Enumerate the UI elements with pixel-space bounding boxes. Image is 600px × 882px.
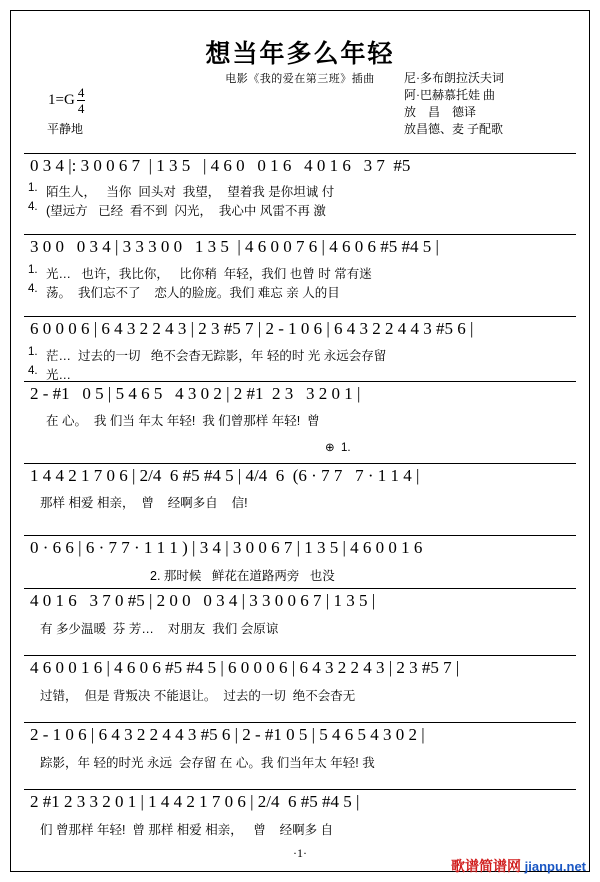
system-line-7 <box>24 588 576 589</box>
system-5-notes: 1 4 4 2 1 7 0 6 | 2/4 6 #5 #4 5 | 4/4 6 (6 · 7 7 7 · 1 1 4 | <box>30 466 420 485</box>
system-line-4 <box>24 381 576 382</box>
system-line-2 <box>24 234 576 235</box>
credit-line-4: 放昌德、麦 子配歌 <box>404 122 504 136</box>
meter-denominator: 4 <box>77 101 85 116</box>
meter-numerator: 4 <box>77 85 85 100</box>
page-number: ·1· <box>293 846 307 860</box>
system-line-1 <box>24 153 576 154</box>
system-9-notes: 2 - 1 0 6 | 6 4 3 2 2 4 4 3 #5 6 | 2 - #1 0 5 | 5 4 6 5 4 3 0 2 | <box>30 725 425 744</box>
system-5-marks: ⊕ 1. <box>325 442 351 454</box>
system-1-verse-num-1: 1. <box>28 182 38 194</box>
system-2-lyrics-2: 荡。 我们忘不了 恋人的脸庞。我们 难忘 亲 人的目 <box>46 286 340 300</box>
system-5-lyrics-1: 那样 相爱 相亲， 曾 经啊多自 信! <box>40 496 248 510</box>
system-8-notes: 4 6 0 0 1 6 | 4 6 0 6 #5 #4 5 | 6 0 0 0 6 | 6 4 3 2 2 4 3 | 2 3 #5 7 | <box>30 658 460 677</box>
credits-block <box>404 70 574 138</box>
system-line-8 <box>24 655 576 656</box>
system-3-lyrics-2: 光… <box>46 368 72 382</box>
system-line-9 <box>24 722 576 723</box>
system-3-verse-num-1: 1. <box>28 346 38 358</box>
system-line-5 <box>24 463 576 464</box>
key-signature <box>48 86 85 115</box>
system-2-verse-num-1: 1. <box>28 264 38 276</box>
key-value: G <box>63 91 75 108</box>
system-9-lyrics-1: 踪影，年 轻的时光 永远 会存留 在 心。我 们当年太 年轻! 我 <box>40 756 375 770</box>
credit-line-2: 阿·巴赫慕托娃 曲 <box>404 88 495 102</box>
key-label: 1= <box>48 91 64 108</box>
system-line-10 <box>24 789 576 790</box>
system-10-lyrics-1: 们 曾那样 年轻! 曾 那样 相爱 相亲， 曾 经啊多 自 <box>40 823 334 837</box>
watermark <box>451 856 586 876</box>
system-1-notes: 0 3 4 |: 3 0 0 6 7 | 1 3 5 | 4 6 0 0 1 6 4 0 1 6 3 7 #5 <box>30 156 411 175</box>
system-1-lyrics-2: (望远方 已经 看不到 闪光， 我心中 风雷不再 激 <box>46 204 326 218</box>
subtitle: 电影《我的爱在第三班》插曲 <box>225 73 375 85</box>
page-title: 想当年多么年轻 <box>205 41 395 68</box>
watermark-text-url: jianpu.net <box>524 859 586 874</box>
system-7-lyrics-1: 有 多少温暖 芬 芳… 对朋友 我们 会原谅 <box>40 622 279 636</box>
system-6-notes: 0 · 6 6 | 6 · 7 7 · 1 1 1 ) | 3 4 | 3 0 0 6 7 | 1 3 5 | 4 6 0 0 1 6 <box>30 538 423 557</box>
system-1-lyrics-1: 陌生人， 当你 回头对 我望， 望着我 是你坦诚 付 <box>46 185 335 199</box>
time-signature <box>77 86 86 115</box>
system-3-lyrics-1: 茫… 过去的一切 绝不会杳无踪影，年 轻的时 光 永远会存留 <box>46 349 387 363</box>
credit-line-3: 放 昌 德译 <box>404 105 477 119</box>
tempo-marking: 平静地 <box>47 122 84 136</box>
system-4-lyrics-1: 在 心。 我 们当 年太 年轻! 我 们曾那样 年轻! 曾 <box>46 414 320 428</box>
system-7-notes: 4 0 1 6 3 7 0 #5 | 2 0 0 0 3 4 | 3 3 0 0 6 7 | 1 3 5 | <box>30 591 376 610</box>
system-8-lyrics-1: 过错， 但是 背叛决 不能退让。 过去的一切 绝不会杳无 <box>40 689 356 703</box>
system-2-notes: 3 0 0 0 3 4 | 3 3 3 0 0 1 3 5 | 4 6 0 0 7 6 | 4 6 0 6 #5 #4 5 | <box>30 237 439 256</box>
watermark-text-cn: 歌谱简谱网 <box>450 858 521 874</box>
system-line-3 <box>24 316 576 317</box>
system-3-verse-num-2: 4. <box>28 365 38 377</box>
system-6-lyrics-1: 2. 那时候 鲜花在道路两旁 也没 <box>150 569 335 583</box>
system-2-lyrics-1: 光… 也许，我比你， 比你稍 年轻，我们 也曾 时 常有迷 <box>46 267 372 281</box>
system-1-verse-num-2: 4. <box>28 201 38 213</box>
credit-line-1: 尼·多布朗拉沃夫词 <box>404 71 504 85</box>
system-line-6 <box>24 535 576 536</box>
system-4-notes: 2 - #1 0 5 | 5 4 6 5 4 3 0 2 | 2 #1 2 3 3 2 0 1 | <box>30 384 361 403</box>
system-2-verse-num-2: 4. <box>28 283 38 295</box>
system-10-notes: 2 #1 2 3 3 2 0 1 | 1 4 4 2 1 7 0 6 | 2/4 6 #5 #4 5 | <box>30 792 360 811</box>
system-3-notes: 6 0 0 0 6 | 6 4 3 2 2 4 3 | 2 3 #5 7 | 2 - 1 0 6 | 6 4 3 2 2 4 4 3 #5 6 | <box>30 319 474 338</box>
